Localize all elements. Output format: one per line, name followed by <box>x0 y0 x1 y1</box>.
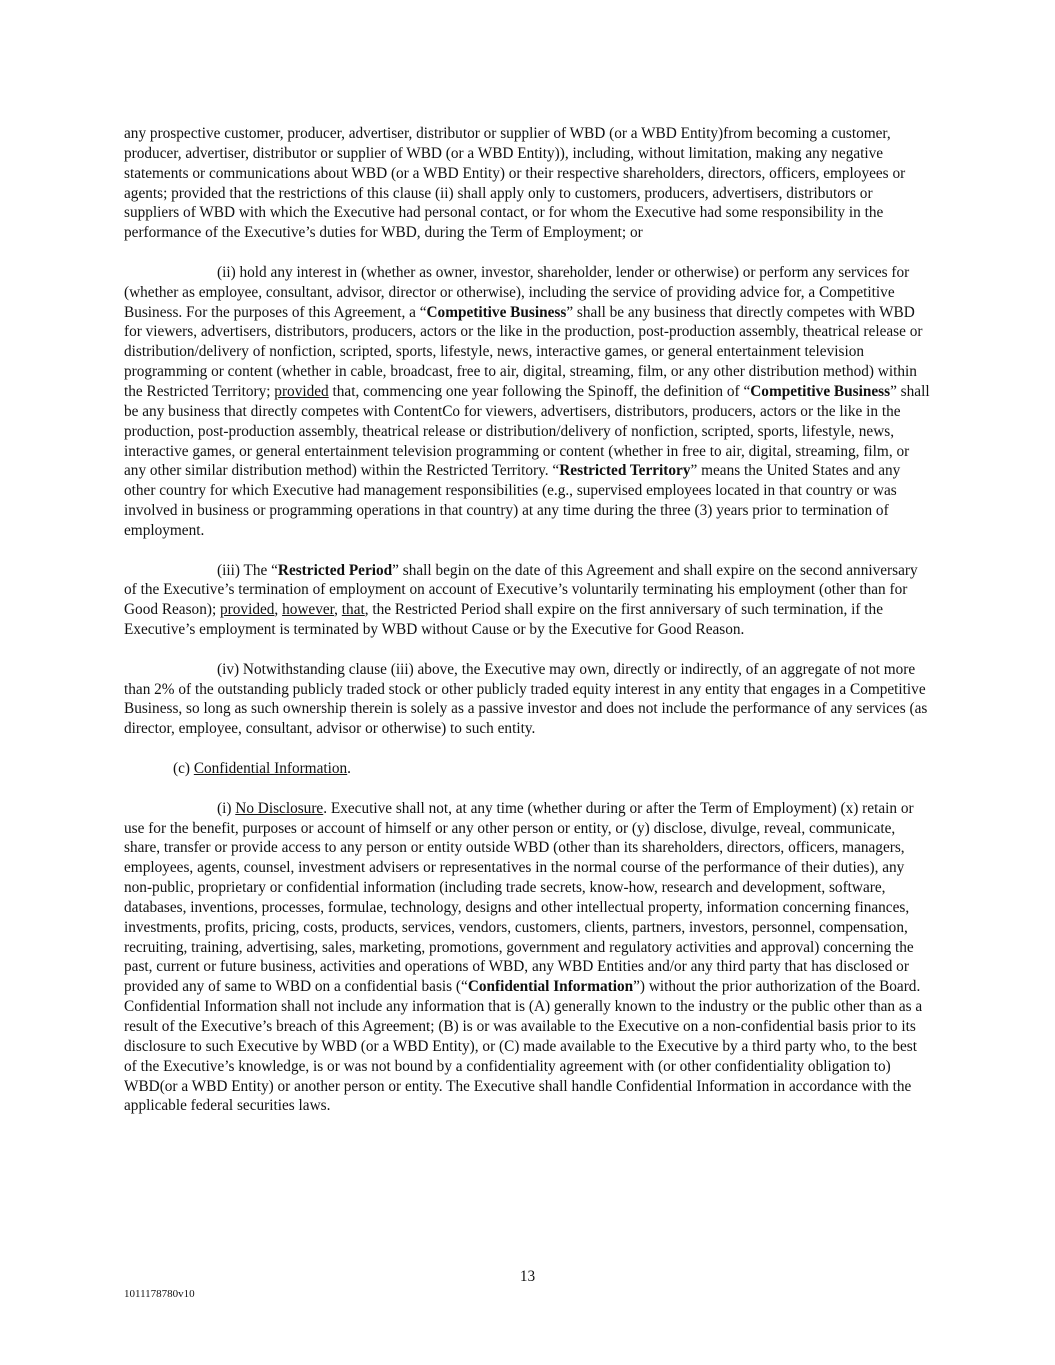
text: . <box>347 760 351 777</box>
underlined-term: however <box>282 601 335 619</box>
underlined-heading: No Disclosure <box>235 799 324 817</box>
underlined-heading: Confidential Information <box>193 760 348 777</box>
text: . Executive shall not, at any time (whether during or after the Term of Employment) (x) retain or use for the benefit, purposes or account of himself or any other person or entity, or (y) disclose, divulge, reveal, communicate, share, transfer or provide access to any person or entity outside WBD (other than its shareholders, directors, officers, managers, employees, agents, counsel, investment advisers or representatives in the normal course of the performance of their duties), any non-public, proprietary or confidential information (including trade secrets, know-how, research and development, software, databases, inventions, processes, formulae, technology, designs and other intellectual property, information concerning finances, investments, profits, pricing, costs, products, services, vendors, customers, clients, partners, investors, personnel, compensation, recruiting, training, advertising, sales, marketing, promotions, government and regulatory activities and approval) concerning the past, current or future business, activities and operations of WBD, any WBD Entities and/or any third party that has disclosed or provided any of same to WBD on a confidential basis (“ <box>124 799 914 996</box>
text: (iii) The “ <box>217 561 278 579</box>
defined-term: Restricted Period <box>277 561 393 579</box>
document-id: 1011178780v10 <box>124 1288 195 1300</box>
underlined-term: provided <box>274 382 329 400</box>
text: (c) <box>173 760 194 777</box>
text: that, commencing one year following the Spinoff, the definition of “ <box>328 382 751 400</box>
text: ” means the United States and any other country for which Executive had management responsibilities (e.g., supervised employees located in that country or was involved in business or programming operations in that country) at any time during the three (3) years prior to termination of employment. <box>124 462 901 539</box>
underlined-term: that <box>341 601 365 619</box>
paragraph-continuation: any prospective customer, producer, advertiser, distributor or supplier of WBD (or a WBD Entity)from becoming a customer, producer, advertiser, distributor or supplier of WBD (or a WBD Entity)), including, without limitation, making any negative statements or communications about WBD (or a WBD Entity) or their respective shareholders, directors, officers, employees or agents; provided that the restrictions of this clause (ii) shall apply only to customers, producers, advertisers, distributors or suppliers of WBD with which the Executive had personal contact, or for whom the Executive had some responsibility in the performance of the Executive’s duties for WBD, during the Term of Employment; or <box>124 125 906 242</box>
text: ” shall be any business that directly competes with WBD for viewers, advertisers, distributors, producers, actors or the like in the production, post-production assembly, theatrical release or distribution/delivery of nonfiction, scripted, sports, lifestyle, news, interactive games, or general entertainment television programming or content (whether in cable, broadcast, free to air, digital, streaming, film, or any other distribution method) within the Restricted Territory; <box>124 303 923 400</box>
paragraph-iv-passive-investment: (iv) Notwithstanding clause (iii) above, the Executive may own, directly or indirectly, of an aggregate of not more than 2% of the outstanding publicly traded stock or other publicly traded equity interest in any entity that engages in a Competitive Business, so long as such ownership therein is solely as a passive investor and does not include the performance of any services (as director, employee, consultant, advisor or otherwise) to such entity. <box>124 660 928 738</box>
text: ” shall be any business that directly competes with ContentCo for viewers, advertisers, distributors, producers, actors or the like in the production, post-production assembly, theatrical release or distribution/delivery of nonfiction, scripted, sports, lifestyle, news, interactive games, or general entertainment television programming or content (whether in free to air, digital, streaming, film, or any other similar distribution method) within the Restricted Territory. “ <box>124 382 930 480</box>
text: ”) without the prior authorization of the Board. Confidential Information shall not include any information that is (A) generally known to the industry or the public other than as a result of the Executive’s breach of this Agreement; (B) is or was available to the Executive on a non-confidential basis prior to its disclosure to such Executive by WBD (or a WBD Entity), or (C) made available to the Executive by a third party who, to the best of the Executive’s knowledge, is or was not bound by a confidentiality agreement with (or other confidentiality obligation to) WBD(or a WBD Entity) or another person or entity. The Executive shall handle Confidential Information in accordance with the applicable federal securities laws. <box>124 978 923 1115</box>
defined-term: Restricted Territory <box>559 462 691 480</box>
text: ” shall begin on the date of this Agreement and shall expire on the second anniversary of the Executive’s termination of employment on account of Executive’s voluntarily terminating his employment (other than for Good Reason); <box>124 561 918 619</box>
section-heading-confidential-information <box>124 759 930 779</box>
defined-term: Confidential Information <box>467 978 634 996</box>
document-body <box>124 124 930 1136</box>
underlined-term: provided <box>220 601 275 619</box>
defined-term: Competitive Business <box>750 382 891 400</box>
text: , the Restricted Period shall expire on the first anniversary of such termination, if the Executive’s employment is terminated by WBD without Cause or by the Executive for Good Reason. <box>124 601 883 639</box>
defined-term: Competitive Business <box>426 303 567 321</box>
paragraph-i-no-disclosure <box>124 799 930 1117</box>
text: (ii) hold any interest in (whether as owner, investor, shareholder, lender or otherwise) or perform any services for (whether as employee, consultant, advisor, director or otherwise), including the service of providing advice for, a Competitive Business. For the purposes of this Agreement, a “ <box>124 263 910 321</box>
text: , <box>274 601 283 619</box>
text: (i) <box>217 799 236 817</box>
text: , <box>334 601 342 619</box>
paragraph-ii-competitive-business <box>124 263 930 541</box>
paragraph-iii-restricted-period <box>124 561 930 640</box>
page-number: 13 <box>519 1268 536 1285</box>
